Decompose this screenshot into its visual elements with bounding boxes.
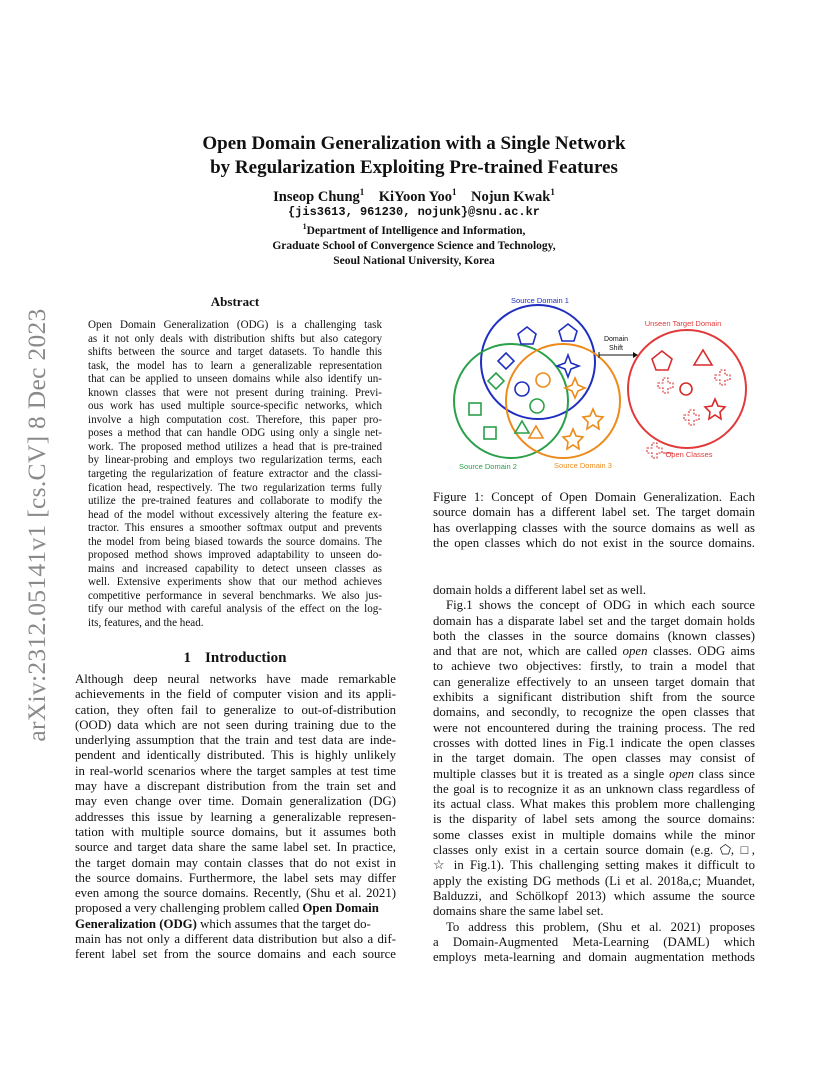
- text-line: underlying assumption that the train and test data are inde-: [75, 733, 396, 748]
- affiliation: $^1$Department of Intelligence and Information, Graduate School of Convergence Science and Technology, Seoul National University, Korea: [272, 222, 556, 267]
- text-line: Open Domain Generalization (ODG) is a challenging task: [88, 319, 382, 331]
- open-class-cross: [715, 370, 730, 385]
- text-line: domain holds a different label set as well.: [433, 583, 646, 597]
- text-line: tation with multiple source domains, but it assumes both: [75, 824, 396, 839]
- source-domain-2-label: Source Domain 2: [459, 462, 517, 471]
- text-line: pendent and identically distributed. This is highly unlikely: [75, 748, 396, 763]
- text-line: source and target data share the same label set. In practice,: [75, 840, 396, 855]
- text-line: may even change over time. Domain generalization (DG): [75, 794, 396, 809]
- author: KiYoon Yoo$^1$: [378, 187, 457, 205]
- text-line: a Domain-Augmented Meta-Learning (DAML) which: [433, 934, 755, 949]
- text-line: To address this problem, (Shu et al. 2021) proposes: [446, 919, 755, 934]
- title-line: Open Domain Generalization with a Single Network: [202, 133, 626, 154]
- text-line: employs meta-learning and domain augmentation methods: [433, 950, 755, 965]
- text-line: (OOD) data which are not seen during training due to the: [75, 717, 396, 732]
- abstract-body: [88, 319, 382, 631]
- text-line: is the disparity of label sets among the source domains:: [433, 812, 755, 827]
- text-line: involve a high computation cost. Therefore, this paper pro-: [88, 413, 382, 426]
- text-line: domain has a disparate label set and the target domain holds: [433, 613, 755, 628]
- text-line: tify our method with careful analysis of the effect on the log-: [88, 603, 382, 616]
- text-line: the model from being biased towards the source domains. The: [88, 535, 382, 548]
- paper-title: [120, 132, 708, 180]
- text-line: by linear-probing and employs two regularization terms, each: [88, 454, 382, 467]
- author: Inseop Chung$^1$: [273, 187, 365, 205]
- domain-shift-label: Shift: [608, 345, 624, 352]
- pentagon-shape: [652, 351, 672, 370]
- text-line: may have a discrepant distribution from the train set and: [75, 779, 396, 794]
- text-line: well. Extensive experiments show that our method achieves: [88, 576, 382, 589]
- text-line: fication head, respectively. The two regularization terms fully: [88, 481, 382, 494]
- text-line: Although deep neural networks have made remarkable: [75, 672, 396, 686]
- text-line: Figure 1: Concept of Open Domain Generalization. Each: [433, 490, 755, 504]
- text-line: task, the model has to learn a generalizable representation: [88, 359, 382, 372]
- square-shape: [484, 427, 496, 439]
- pentagon-shape: [559, 324, 577, 341]
- right-column-body: [433, 583, 755, 965]
- square-shape: [469, 403, 481, 415]
- text-line: utilize the pre-trained features and collaborate to modify the: [88, 495, 382, 508]
- star-shape: [563, 429, 583, 449]
- text-line: source domain has a different label set. The target domain: [433, 505, 755, 520]
- text-line: proposed a very challenging problem called Open Domain: [75, 901, 379, 916]
- text-line: Fig.1 shows the concept of ODG in which each source: [446, 598, 755, 613]
- text-line: the open classes which do not exist in the source domains.: [433, 535, 755, 550]
- text-line: multiple classes but it is treated as a single open class since: [433, 766, 755, 781]
- circle-shape: [536, 373, 550, 387]
- text-line: cation, they often fail to generalize to out-of-distribution: [75, 702, 396, 717]
- text-line: to achieve two objectives: firstly, to train a model that: [433, 659, 755, 674]
- author-emails: {jis3613, 961230, nojunk}@snu.ac.kr: [287, 205, 541, 219]
- text-line: crosses with dotted lines in Fig.1 indicate the open classes: [433, 735, 755, 750]
- text-line: the target domain may contain classes that do not exist in: [75, 855, 396, 870]
- text-line: Balduzzi, and Schölkopf 2013) which assume the source: [433, 888, 755, 903]
- text-line: classes only exist in a certain source domain (e.g. ⬠, □,: [433, 843, 755, 858]
- text-line: known classes that were not present during training. Previ-: [88, 386, 382, 399]
- diamond-shape: [488, 373, 504, 389]
- triangle-shape: [529, 426, 543, 438]
- open-class-cross: [658, 378, 673, 393]
- star-shape: [705, 399, 725, 419]
- text-line: as it not only deals with distribution shifts but also category: [88, 332, 382, 345]
- text-line: both the classes in the source domains (known classes): [433, 628, 755, 643]
- source-domain-3-label: Source Domain 3: [554, 461, 612, 470]
- text-line: addresses this issue by learning a generalizable represen-: [75, 809, 396, 824]
- open-classes-label: Open Classes: [665, 450, 713, 459]
- odg-concept-diagram: [433, 293, 755, 473]
- text-line: shifts between the source and target datasets. To handle this: [88, 346, 382, 359]
- star-shape: [583, 409, 603, 429]
- circle-shape: [530, 399, 544, 413]
- intro-body: [75, 672, 396, 963]
- text-line: its actual class. What makes this problem more challenging: [433, 797, 755, 812]
- text-line: that can be applied to unseen domains while also identify un-: [88, 373, 382, 386]
- text-line: the goal is to recognize it as an unknown class regardless of: [433, 781, 755, 796]
- text-line: ferent label set from the source domains and each source: [75, 947, 396, 962]
- circle-shape: [680, 383, 692, 395]
- unseen-target-domain-circle: [628, 330, 746, 448]
- source-domain-2-circle: [454, 344, 568, 458]
- text-line: proposed method shows improved adaptability to unseen do-: [88, 549, 382, 562]
- open-class-cross: [684, 410, 699, 425]
- text-line: achievements in the field of computer vision and its appli-: [75, 687, 396, 702]
- text-line: its, features, and the head.: [88, 617, 204, 630]
- abstract-heading: Abstract: [210, 294, 260, 309]
- text-line: can generalize effectively to an unseen target domain that: [433, 674, 755, 689]
- author-list: [120, 187, 708, 206]
- text-line: ous work has used multiple source-specific networks, which: [88, 400, 382, 413]
- open-class-cross: [647, 443, 662, 458]
- text-line: tractor. This ensures a smoother softmax output and prevents: [88, 522, 382, 535]
- text-line: even among the source domains. Recently, (Shu et al. 2021): [75, 886, 396, 901]
- text-line: domains, and secondly, to recognize the open classes that: [433, 705, 755, 720]
- author: Nojun Kwak$^1$: [470, 187, 555, 205]
- domain-shift-label: Domain: [603, 336, 629, 343]
- text-line: were not encountered during the training process. The red: [433, 720, 755, 735]
- text-line: has overlapping classes with the source domains as well as: [433, 520, 755, 535]
- text-line: some classes exist in multiple domains while the minor: [433, 827, 755, 842]
- circle-shape: [515, 382, 529, 396]
- triangle-shape: [515, 421, 529, 433]
- source-domain-3-circle: [506, 344, 620, 458]
- text-line: Generalization (ODG) which assumes that the target do-: [75, 916, 371, 931]
- text-line: main has not only a different data distribution but also a dif-: [75, 932, 396, 947]
- triangle-shape: [694, 350, 712, 365]
- text-line: in real-world scenarios where the target samples at test time: [75, 763, 396, 778]
- text-line: apply the existing DG methods (Li et al. 2018a,c; Muandet,: [433, 873, 755, 888]
- text-line: head of the model without excessively altering the feature ex-: [88, 508, 382, 521]
- text-line: in the target domain. The open classes may consist of: [433, 751, 755, 766]
- diamond-shape: [498, 353, 514, 369]
- text-line: work. The proposed method utilizes a head that is pre-trained: [88, 440, 382, 453]
- text-line: the source domains. Furthermore, the label sets may differ: [75, 870, 396, 885]
- text-line: exhibits a significant distribution shift from the source: [433, 690, 755, 705]
- text-line: domains share the same label set.: [433, 904, 604, 919]
- text-line: targeting the regularization of feature extractor and the classi-: [88, 468, 382, 481]
- figure-1: [433, 293, 755, 473]
- source-domain-1-label: Source Domain 1: [511, 296, 569, 305]
- title-line: by Regularization Exploiting Pre-trained Features: [210, 157, 618, 178]
- section-heading: 1 Introduction: [183, 650, 287, 666]
- arxiv-identifier: arXiv:2312.05141v1 [cs.CV] 8 Dec 2023: [22, 308, 51, 742]
- text-line: ☆ in Fig.1). This challenging setting makes it difficult to: [433, 858, 755, 873]
- text-line: competitive performance in several benchmarks. We also jus-: [88, 589, 382, 602]
- text-line: and that are not, which are called open classes. ODG aims: [433, 644, 755, 659]
- text-line: poses a method that can handle ODG using only a single net-: [88, 427, 382, 440]
- text-line: mains and increased capability to detect unseen classes as: [88, 562, 382, 575]
- pentagon-shape: [518, 327, 536, 344]
- unseen-target-domain-label: Unseen Target Domain: [644, 319, 722, 328]
- figure-caption: [433, 490, 755, 551]
